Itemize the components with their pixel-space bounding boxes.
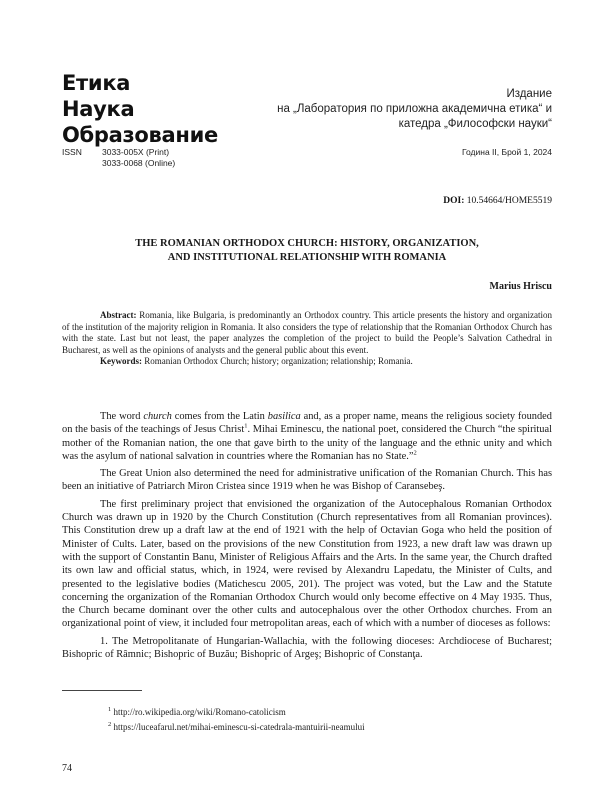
footnote-ref[interactable]: 1 xyxy=(244,422,248,430)
italic-term: church xyxy=(143,411,172,422)
footnote-item xyxy=(108,705,365,720)
footnote-divider xyxy=(62,690,142,691)
author-name: Marius Hriscu xyxy=(489,281,552,292)
journal-title-line: Образование xyxy=(62,123,218,147)
issn-print: 3033-005X (Print) xyxy=(102,147,170,157)
journal-title xyxy=(62,70,218,148)
body-paragraph xyxy=(62,410,552,463)
footnotes xyxy=(108,705,365,735)
keywords-paragraph xyxy=(62,356,552,368)
abstract-paragraph xyxy=(62,310,552,356)
keywords-text: Romanian Orthodox Church; history; organization; relationship; Romania. xyxy=(142,356,413,366)
issue-info: Година II, Брой 1, 2024 xyxy=(461,147,552,157)
issn-label: ISSN xyxy=(62,147,82,157)
text-span: . Mihai Eminescu, the national poet, considered the Church “the spiritual mother of the Romanian nation, the one that gave birth to the unity of the language and the ethnic unity and which was the asylum of national salvation in countries where the Romanian has no State.” xyxy=(62,424,552,462)
issn-online: 3033-0068 (Online) xyxy=(102,158,176,168)
publisher-line: Издание xyxy=(506,88,552,100)
footnote-link[interactable]: https://luceafarul.net/mihai-eminescu-si-catedrala-mantuirii-neamului xyxy=(111,722,365,732)
abstract-block xyxy=(62,310,552,368)
article-title: THE ROMANIAN ORTHODOX CHURCH: HISTORY, ORGANIZATION, AND INSTITUTIONAL RELATIONSHIP WITH ROMANIA xyxy=(135,238,479,263)
doi-label: DOI: xyxy=(443,196,465,206)
abstract-text: Romania, like Bulgaria, is predominantly an Orthodox country. This article presents the history and organization of the institution of the majority religion in Romania. It also considers the type of relationship that the Romanian Orthodox Church has with the state. Last but not least, the paper analyzes the completion of the project to build the People’s Salvation Cathedral in Bucharest, as well as the opinions of analysts and the general public about this event. xyxy=(62,310,552,355)
journal-title-line: Етика xyxy=(62,71,131,95)
footnote-item xyxy=(108,720,365,735)
footnote-ref[interactable]: 2 xyxy=(413,449,417,457)
keywords-label: Keywords: xyxy=(100,356,142,366)
publisher-info xyxy=(212,87,552,132)
publisher-line: катедра „Философски науки“ xyxy=(398,118,552,130)
journal-title-line: Наука xyxy=(62,97,135,121)
doi-value: 10.54664/HOME5519 xyxy=(466,196,552,206)
doi xyxy=(443,196,552,206)
issn-block xyxy=(62,147,175,169)
body-paragraph: The Great Union also determined the need for administrative unification of the Romanian Church. This has been an initiative of Patriarch Miron Cristea since 1919 when he was Bishop of Caransebeş. xyxy=(62,468,552,493)
text-span: and, as a proper name, means the religious society founded on the basis of the teachings of Jesus Christ xyxy=(62,411,552,436)
body-text xyxy=(62,410,552,665)
text-span: The word xyxy=(100,411,144,422)
footnote-number: 1 xyxy=(108,706,112,713)
footnote-number: 2 xyxy=(108,721,112,728)
footnote-link[interactable]: http://ro.wikipedia.org/wiki/Romano-catolicism xyxy=(111,707,286,717)
abstract-label: Abstract: xyxy=(100,310,137,320)
text-span: comes from the Latin xyxy=(171,411,268,422)
body-paragraph: 1. The Metropolitanate of Hungarian-Wallachia, with the following dioceses: Archdiocese of Bucharest; Bishopric of Râmnic; Bishopric of Buzău; Bishopric of Argeş; Bishopric of Constanţa. xyxy=(62,635,552,661)
page-number: 74 xyxy=(62,763,72,774)
italic-term: basilica xyxy=(267,411,301,422)
publisher-line: на „Лаборатория по приложна академична етика“ и xyxy=(277,103,552,115)
body-paragraph: The first preliminary project that envisioned the organization of the Autocephalous Romanian Orthodox Church was drawn up in 1920 by the Church Constitution (Church representatives from all Romanian provinces). This Constitution drew up a draft law at the end of 1921 with the help of Octavian Goga who held the position of Minister of Cults. Later, based on the provisions of the new Constitution from 1923, a new draft law was drawn up with the support of Constantin Banu, Minister of Religious Affairs and the Arts. In the same year, the Church drafted its own law and official status, which, in 1924, were revised by Alexandru Lapedatu, the Minister of Cults, and presented to the legislative bodies (Matichescu 2005, 201). The project was voted, but the Law and the Statute concerning the organization of the Romanian Orthodox Church would only become effective on 4 May 1935. Thus, the Church became dominant over the other cults and autocephalous over the other Orthodox churches. From an organizational point of view, it included four metropolitan areas, each of which with a number of dioceses as follows: xyxy=(62,498,552,630)
